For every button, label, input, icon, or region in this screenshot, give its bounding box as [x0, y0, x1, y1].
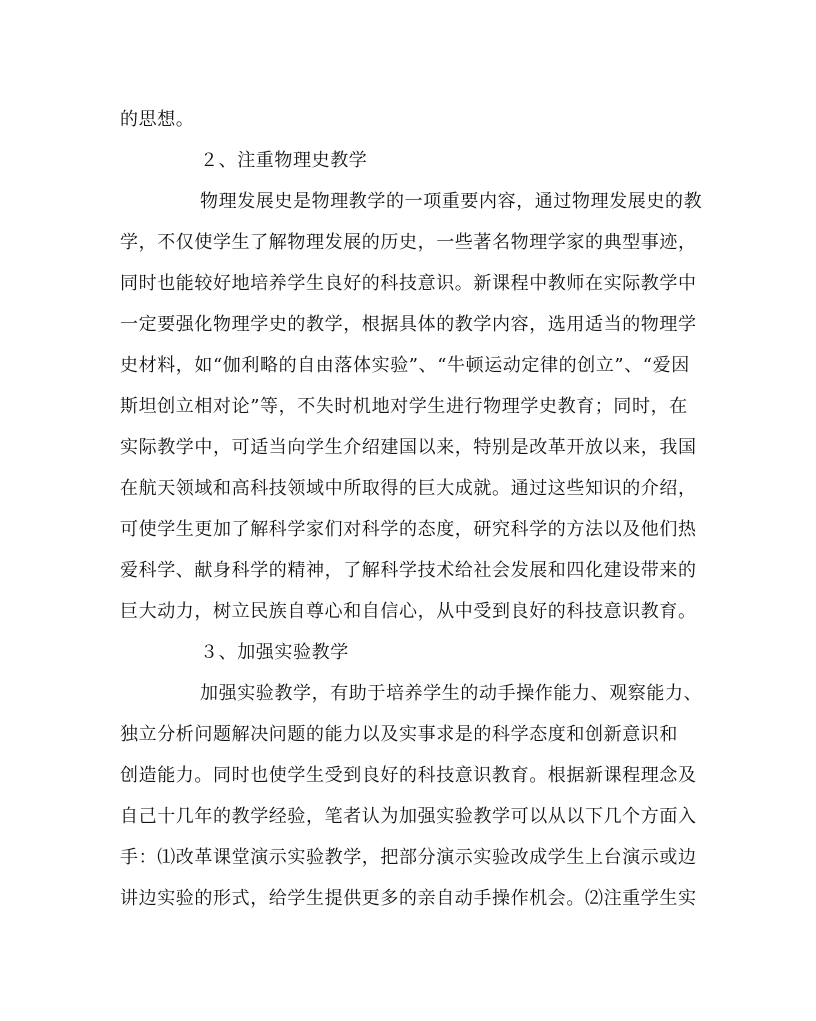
paragraph-line: 可使学生更加了解科学家们对科学的态度，研究科学的方法以及他们热: [120, 519, 697, 540]
paragraph-line: 巨大动力，树立民族自尊心和自信心，从中受到良好的科技意识教育。: [120, 601, 697, 622]
paragraph-line: 学，不仅使学生了解物理发展的历史，一些著名物理学家的典型事迹，: [120, 232, 697, 253]
paragraph-line: 创造能力。同时也使学生受到良好的科技意识教育。根据新课程理念及: [120, 765, 697, 786]
paragraph-line: 斯坦创立相对论”等，不失时机地对学生进行物理学史教育；同时，在: [120, 396, 688, 417]
paragraph-line: 手：⑴改革课堂演示实验教学，把部分演示实验改成学生上台演示或边: [120, 847, 697, 868]
paragraph-line: 在航天领域和高科技领域中所取得的巨大成就。通过这些知识的介绍，: [120, 478, 697, 499]
paragraph-line: 讲边实验的形式，给学生提供更多的亲自动手操作机会。⑵注重学生实: [120, 888, 697, 909]
paragraph-line: 的思想。: [120, 109, 195, 130]
section-heading-2: ２、注重物理史教学: [200, 150, 368, 171]
section-heading-3: ３、加强实验教学: [200, 642, 349, 663]
paragraph-line: 同时也能较好地培养学生良好的科技意识。新课程中教师在实际教学中: [120, 273, 697, 294]
paragraph-line: 物理发展史是物理教学的一项重要内容，通过物理发展史的教: [200, 191, 703, 212]
paragraph-line: 爱科学、献身科学的精神，了解科学技术给社会发展和四化建设带来的: [120, 560, 697, 581]
paragraph-line: 独立分析问题解决问题的能力以及实事求是的科学态度和创新意识和: [120, 724, 678, 745]
paragraph-line: 自己十几年的教学经验，笔者认为加强实验教学可以从以下几个方面入: [120, 806, 697, 827]
paragraph-line: 史材料，如“伽利略的自由落体实验”、“牛顿运动定律的创立”、“爱因: [120, 355, 690, 376]
paragraph-line: 加强实验教学，有助于培养学生的动手操作能力、观察能力、: [200, 683, 703, 704]
paragraph-line: 一定要强化物理学史的教学，根据具体的教学内容，选用适当的物理学: [120, 314, 697, 335]
paragraph-line: 实际教学中，可适当向学生介绍建国以来，特别是改革开放以来，我国: [120, 437, 697, 458]
